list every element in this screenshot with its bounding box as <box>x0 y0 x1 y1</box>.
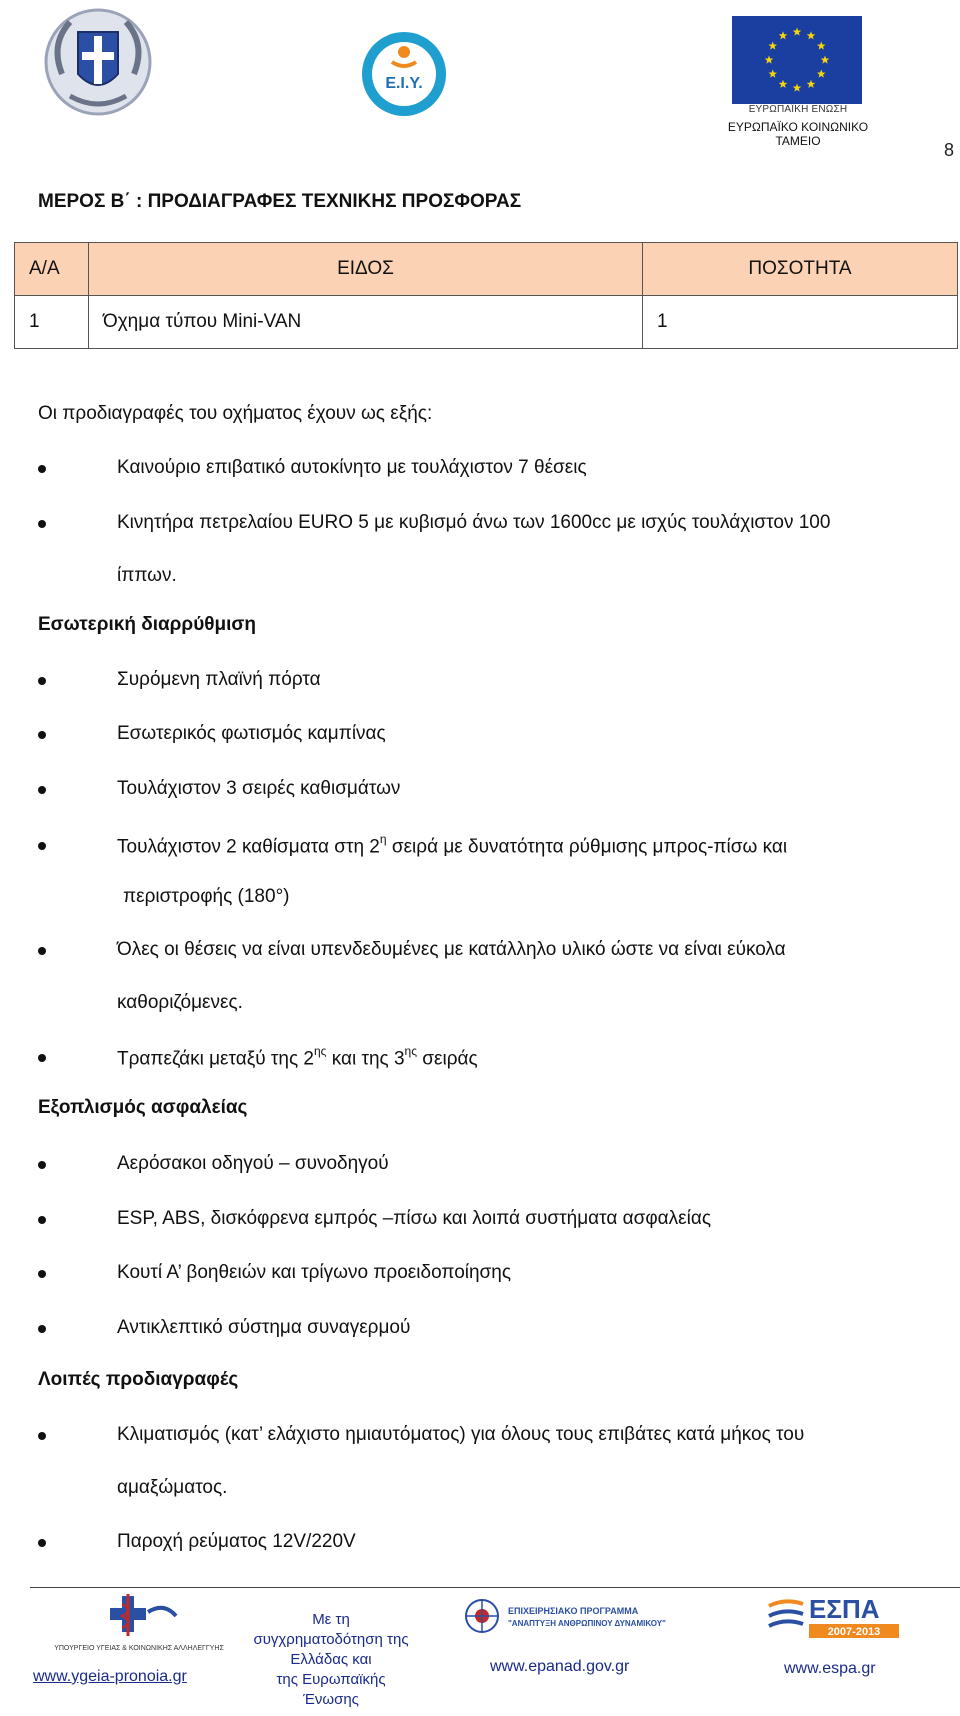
list-item-continuation: καθοριζόμενες. <box>117 992 243 1013</box>
cofinance-line: συγχρηματοδότηση της <box>253 1631 409 1648</box>
cofinance-line: Ελλάδας και <box>290 1651 372 1668</box>
heading-interior: Εσωτερική διαρρύθμιση <box>38 614 257 635</box>
cofinance-line: Με τη <box>312 1611 350 1628</box>
list-item: Καινούριο επιβατικό αυτοκίνητο με τουλάχιστον 7 θέσεις <box>117 457 587 478</box>
espa-website-link[interactable]: www.espa.gr <box>784 1660 876 1677</box>
cofinance-line: Ένωσης <box>303 1691 359 1708</box>
bullet-icon <box>38 1161 46 1169</box>
bullet-icon <box>38 947 46 955</box>
bullet-icon <box>38 842 46 850</box>
table-cell-quantity: 1 <box>643 296 958 349</box>
tray-superscript-2: ης <box>404 1044 418 1058</box>
seats-text-a: Τουλάχιστον 2 καθίσματα στη 2 <box>117 836 380 858</box>
bullet-icon <box>38 520 46 528</box>
bullet-icon <box>38 1270 46 1278</box>
list-item <box>117 834 787 858</box>
list-item: Εσωτερικός φωτισμός καμπίνας <box>117 723 386 744</box>
espa-logo-title: ΕΣΠΑ <box>809 1594 880 1624</box>
list-item: Τουλάχιστον 3 σειρές καθισμάτων <box>117 778 401 799</box>
intro-text: Οι προδιαγραφές του οχήματος έχουν ως εξής: <box>38 403 433 424</box>
eu-flag-icon <box>732 16 862 104</box>
eu-caption: ΕΥΡΩΠΑΪΚΗ ΕΝΩΣΗ <box>748 104 848 115</box>
human-resources-program-logo <box>460 1592 680 1648</box>
bullet-icon <box>38 1325 46 1333</box>
greek-state-seal-logo <box>40 4 156 120</box>
esf-caption: ΕΥΡΩΠΑΪΚΟ ΚΟΙΝΩΝΙΚΟ ΤΑΜΕΙΟ <box>727 120 869 148</box>
program-logo-line2: "ΑΝΑΠΤΥΞΗ ΑΝΘΡΩΠΙΝΟΥ ΔΥΝΑΜΙΚΟΥ" <box>508 1619 666 1628</box>
list-item-continuation: ίππων. <box>117 565 177 586</box>
tray-superscript-1: ης <box>313 1044 327 1058</box>
list-item: Κινητήρα πετρελαίου EURO 5 με κυβισμό άνω των 1600cc με ισχύς τουλάχιστον 100 <box>117 512 831 533</box>
program-logo-line1: ΕΠΙΧΕΙΡΗΣΙΑΚΟ ΠΡΟΓΡΑΜΜΑ <box>508 1606 639 1616</box>
espa-logo <box>765 1592 905 1652</box>
bullet-icon <box>38 786 46 794</box>
bullet-icon <box>38 731 46 739</box>
list-item: Κλιματισμός (κατ’ ελάχιστο ημιαυτόματος) για όλους τους επιβάτες κατά μήκος του <box>117 1424 805 1445</box>
heading-safety: Εξοπλισμός ασφαλείας <box>38 1097 248 1118</box>
list-item: Αερόσακοι οδηγού – συνοδηγού <box>117 1153 389 1174</box>
list-item: ESP, ABS, δισκόφρενα εμπρός –πίσω και λοιπά συστήματα ασφαλείας <box>117 1208 712 1229</box>
ministry-website-link[interactable]: www.ygeia-pronoia.gr <box>33 1668 187 1685</box>
table-cell-item: Όχημα τύπου Mini-VAN <box>89 296 643 349</box>
tray-text-c: σειράς <box>417 1048 478 1070</box>
bullet-icon <box>38 1432 46 1440</box>
page-number: 8 <box>944 140 955 160</box>
list-item: Κουτί Α’ βοηθειών και τρίγωνο προειδοποίησης <box>117 1262 512 1283</box>
eiy-foundation-logo <box>358 28 450 120</box>
list-item <box>117 1046 478 1070</box>
list-item: Παροχή ρεύματος 12V/220V <box>117 1531 356 1552</box>
list-item-continuation: περιστροφής (180°) <box>123 886 290 907</box>
table-header-aa: Α/Α <box>15 243 89 296</box>
section-title: ΜΕΡΟΣ Β΄ : ΠΡΟΔΙΑΓΡΑΦΕΣ ΤΕΧΝΙΚΗΣ ΠΡΟΣΦΟΡΑΣ <box>38 191 522 212</box>
seats-superscript: η <box>379 832 387 846</box>
list-item: Συρόμενη πλαϊνή πόρτα <box>117 669 321 690</box>
table-row <box>15 296 958 349</box>
seats-text-b: σειρά με δυνατότητα ρύθμισης μπρος-πίσω και <box>386 836 788 858</box>
ministry-of-health-logo <box>54 1592 224 1664</box>
espa-logo-years: 2007-2013 <box>827 1626 881 1638</box>
table-header-row <box>15 243 958 296</box>
cofinance-line: της Ευρωπαϊκής <box>276 1671 386 1688</box>
list-item-continuation: αμαξώματος. <box>117 1477 228 1498</box>
footer-divider <box>30 1587 960 1588</box>
table-header-quantity: ΠΟΣΟΤΗΤΑ <box>643 243 958 296</box>
eiy-logo-text: Ε.Ι.Υ. <box>385 75 423 92</box>
list-item: Αντικλεπτικό σύστημα συναγερμού <box>117 1317 411 1338</box>
list-item: Όλες οι θέσεις να είναι υπενδεδυμένες με κατάλληλο υλικό ώστε να είναι εύκολα <box>117 939 786 960</box>
heading-other: Λοιπές προδιαγραφές <box>38 1369 239 1390</box>
eu-esf-logo <box>708 16 908 148</box>
tray-text-a: Τραπεζάκι μεταξύ της 2 <box>117 1048 314 1070</box>
bullet-icon <box>38 1054 46 1062</box>
table-cell-aa: 1 <box>15 296 89 349</box>
bullet-icon <box>38 465 46 473</box>
ministry-logo-text: ΥΠΟΥΡΓΕΙΟ ΥΓΕΙΑΣ & ΚΟΙΝΩΝΙΚΗΣ ΑΛΛΗΛΕΓΓΥΗΣ <box>54 1645 224 1652</box>
table-header-item: ΕΙΔΟΣ <box>89 243 643 296</box>
bullet-icon <box>38 1539 46 1547</box>
bullet-icon <box>38 677 46 685</box>
tray-text-b: και της 3 <box>326 1048 405 1070</box>
epanad-website-link[interactable]: www.epanad.gov.gr <box>490 1658 630 1675</box>
bullet-icon <box>38 1216 46 1224</box>
items-table <box>14 242 958 349</box>
cofinance-note <box>236 1610 426 1710</box>
